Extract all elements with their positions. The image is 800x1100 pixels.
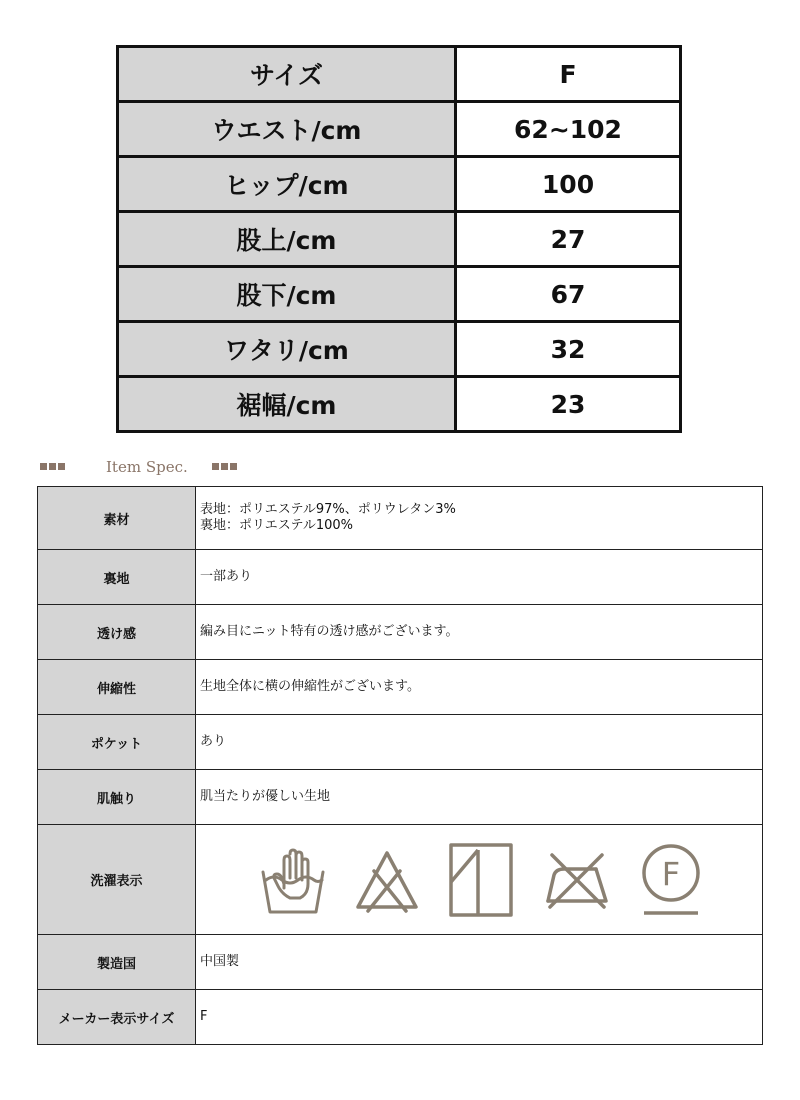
spec-table	[37, 486, 763, 1045]
table-row	[118, 47, 681, 102]
rise-value: 27	[456, 212, 681, 267]
sheerness-value: 編み目にニット特有の透け感がございます。	[196, 605, 763, 660]
table-row	[38, 990, 763, 1045]
item-spec-title: Item Spec.	[106, 458, 188, 476]
square-bullet-icon	[212, 463, 219, 470]
table-row	[38, 770, 763, 825]
table-row	[118, 212, 681, 267]
material-value	[196, 487, 763, 550]
table-row	[38, 605, 763, 660]
hip-value: 100	[456, 157, 681, 212]
square-bullet-icon	[221, 463, 228, 470]
hem-width-value: 23	[456, 377, 681, 432]
dry-clean-f-icon	[640, 841, 702, 919]
table-row	[38, 660, 763, 715]
thigh-value: 32	[456, 322, 681, 377]
pocket-label: ポケット	[38, 715, 196, 770]
waist-value: 62~102	[456, 102, 681, 157]
material-outer: 表地：ポリエステル97%、ポリウレタン3%	[200, 502, 456, 517]
table-row	[118, 102, 681, 157]
svg-text:F: F	[661, 854, 681, 893]
hand-wash-icon	[260, 844, 326, 916]
table-row	[38, 487, 763, 550]
size-value: F	[456, 47, 681, 102]
texture-label: 肌触り	[38, 770, 196, 825]
no-tumble-dry-icon	[542, 847, 612, 913]
texture-value: 肌当たりが優しい生地	[196, 770, 763, 825]
lining-value: 一部あり	[196, 550, 763, 605]
stretch-value: 生地全体に横の伸縮性がございます。	[196, 660, 763, 715]
table-row	[38, 715, 763, 770]
care-label: 洗濯表示	[38, 825, 196, 935]
table-row	[38, 550, 763, 605]
pocket-value: あり	[196, 715, 763, 770]
country-label: 製造国	[38, 935, 196, 990]
waist-label: ウエスト/cm	[118, 102, 456, 157]
stretch-label: 伸縮性	[38, 660, 196, 715]
table-row	[118, 267, 681, 322]
line-dry-icon	[448, 842, 514, 918]
inseam-value: 67	[456, 267, 681, 322]
care-icons	[196, 825, 763, 935]
size-table	[116, 45, 682, 433]
hem-width-label: 裾幅/cm	[118, 377, 456, 432]
size-label: サイズ	[118, 47, 456, 102]
lining-label: 裏地	[38, 550, 196, 605]
square-bullet-icon	[49, 463, 56, 470]
sheerness-label: 透け感	[38, 605, 196, 660]
table-row	[38, 935, 763, 990]
square-bullet-icon	[230, 463, 237, 470]
material-lining: 裏地：ポリエステル100%	[200, 518, 353, 533]
rise-label: 股上/cm	[118, 212, 456, 267]
thigh-label: ワタリ/cm	[118, 322, 456, 377]
no-bleach-icon	[354, 847, 420, 913]
table-row	[118, 157, 681, 212]
table-row	[38, 825, 763, 935]
inseam-label: 股下/cm	[118, 267, 456, 322]
country-value: 中国製	[196, 935, 763, 990]
square-bullet-icon	[58, 463, 65, 470]
material-label: 素材	[38, 487, 196, 550]
maker-size-value: F	[196, 990, 763, 1045]
table-row	[118, 377, 681, 432]
maker-size-label: メーカー表示サイズ	[38, 990, 196, 1045]
item-spec-header	[40, 458, 340, 478]
square-bullet-icon	[40, 463, 47, 470]
table-row	[118, 322, 681, 377]
hip-label: ヒップ/cm	[118, 157, 456, 212]
